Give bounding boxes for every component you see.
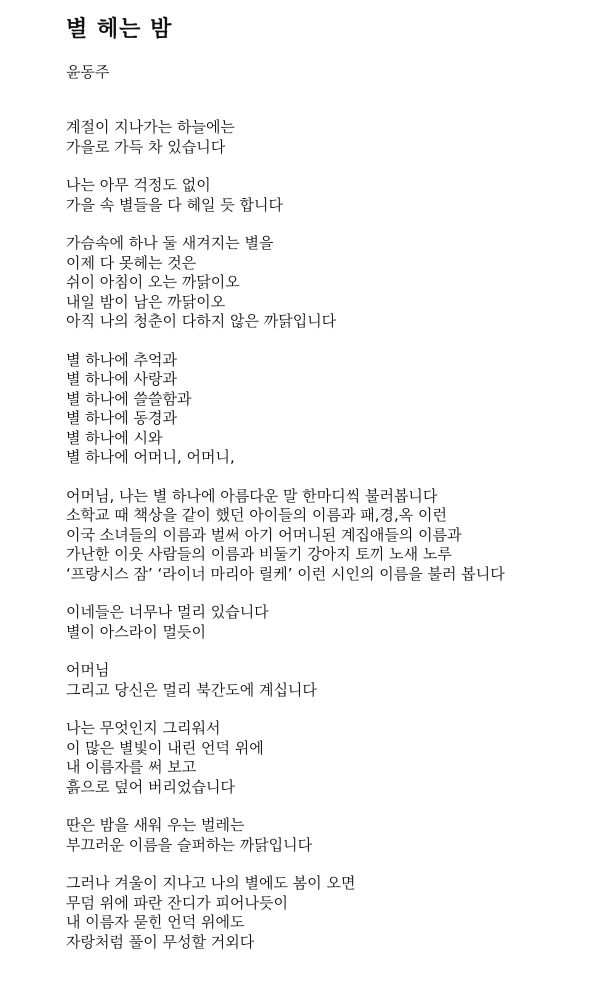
stanza	[66, 603, 590, 642]
stanza	[66, 351, 590, 468]
poem-line: 내 이름자 묻힌 언덕 위에도	[66, 913, 245, 931]
poem-line: 소학교 때 책상을 같이 했던 아이들의 이름과 패,경,옥 이런	[66, 506, 447, 524]
poem-line: 별 하나에 추억과	[66, 350, 177, 369]
poem-line: 별이 아스라이 멀듯이	[66, 622, 206, 641]
poem-line: 계절이 지나가는 하늘에는	[66, 118, 235, 136]
stanza	[66, 874, 590, 952]
poem-line: 나는 무엇인지 그리워서	[66, 719, 221, 737]
stanza	[66, 816, 590, 855]
stanza	[66, 487, 590, 585]
poem-line: 이 많은 별빛이 내린 언덕 위에	[66, 738, 264, 757]
stanza	[66, 176, 590, 215]
poem-body	[66, 118, 590, 952]
poem-line: 별 하나에 시와	[66, 428, 163, 447]
poem-line: ‘프랑시스 잠’ ‘라이너 마리아 릴케’ 이런 시인의 이름을 불러 봅니다	[66, 564, 505, 583]
poem-line: 내일 밤이 남은 까닭이오	[66, 292, 226, 311]
poem-page	[66, 14, 590, 971]
poem-line: 가을 속 별들을 다 헤일 듯 합니다	[66, 195, 283, 214]
poem-line: 이네들은 너무나 멀리 있습니다	[66, 603, 269, 621]
poem-line: 어머님	[66, 661, 110, 679]
stanza	[66, 719, 590, 797]
poem-line: 자랑처럼 풀이 무성할 거외다	[66, 932, 255, 951]
poem-line: 내 이름자를 써 보고	[66, 758, 197, 776]
poem-title: 별 헤는 밤	[66, 17, 173, 42]
poem-line: 그러나 겨울이 지나고 나의 별에도 봄이 오면	[66, 874, 356, 892]
poem-line: 이국 소녀들의 이름과 벌써 아기 어머니된 계집애들의 이름과	[66, 525, 462, 544]
stanza	[66, 118, 590, 157]
stanza	[66, 234, 590, 332]
poem-line: 흙으로 덮어 버리었습니다	[66, 777, 235, 796]
stanza	[66, 661, 590, 700]
poem-line: 그리고 당신은 멀리 북간도에 계십니다	[66, 680, 317, 699]
poem-line: 어머님, 나는 별 하나에 아름다운 말 한마디씩 불러봅니다	[66, 486, 438, 505]
poem-line: 별 하나에 사랑과	[66, 370, 177, 388]
poem-line: 별 하나에 동경과	[66, 409, 177, 427]
poem-line: 부끄러운 이름을 슬퍼하는 까닭입니다	[66, 835, 313, 854]
poem-line: 아직 나의 청춘이 다하지 않은 까닭입니다	[66, 312, 337, 330]
poem-line: 딴은 밤을 새워 우는 벌레는	[66, 816, 245, 834]
poem-author: 윤동주	[66, 63, 110, 81]
poem-line: 가을로 가득 차 있습니다	[66, 137, 226, 156]
poem-line: 가난한 이웃 사람들의 이름과 비둘기 강아지 토끼 노새 노루	[66, 545, 452, 563]
poem-line: 나는 아무 걱정도 없이	[66, 176, 211, 194]
poem-line: 가슴속에 하나 둘 새겨지는 별을	[66, 234, 274, 252]
poem-line: 별 하나에 어머니, 어머니,	[66, 448, 235, 466]
poem-line: 무덤 위에 파란 잔디가 피어나듯이	[66, 893, 288, 912]
poem-line: 이제 다 못헤는 것은	[66, 253, 197, 272]
poem-line: 별 하나에 쓸쓸함과	[66, 389, 192, 408]
poem-line: 쉬이 아침이 오는 까닭이오	[66, 273, 240, 291]
